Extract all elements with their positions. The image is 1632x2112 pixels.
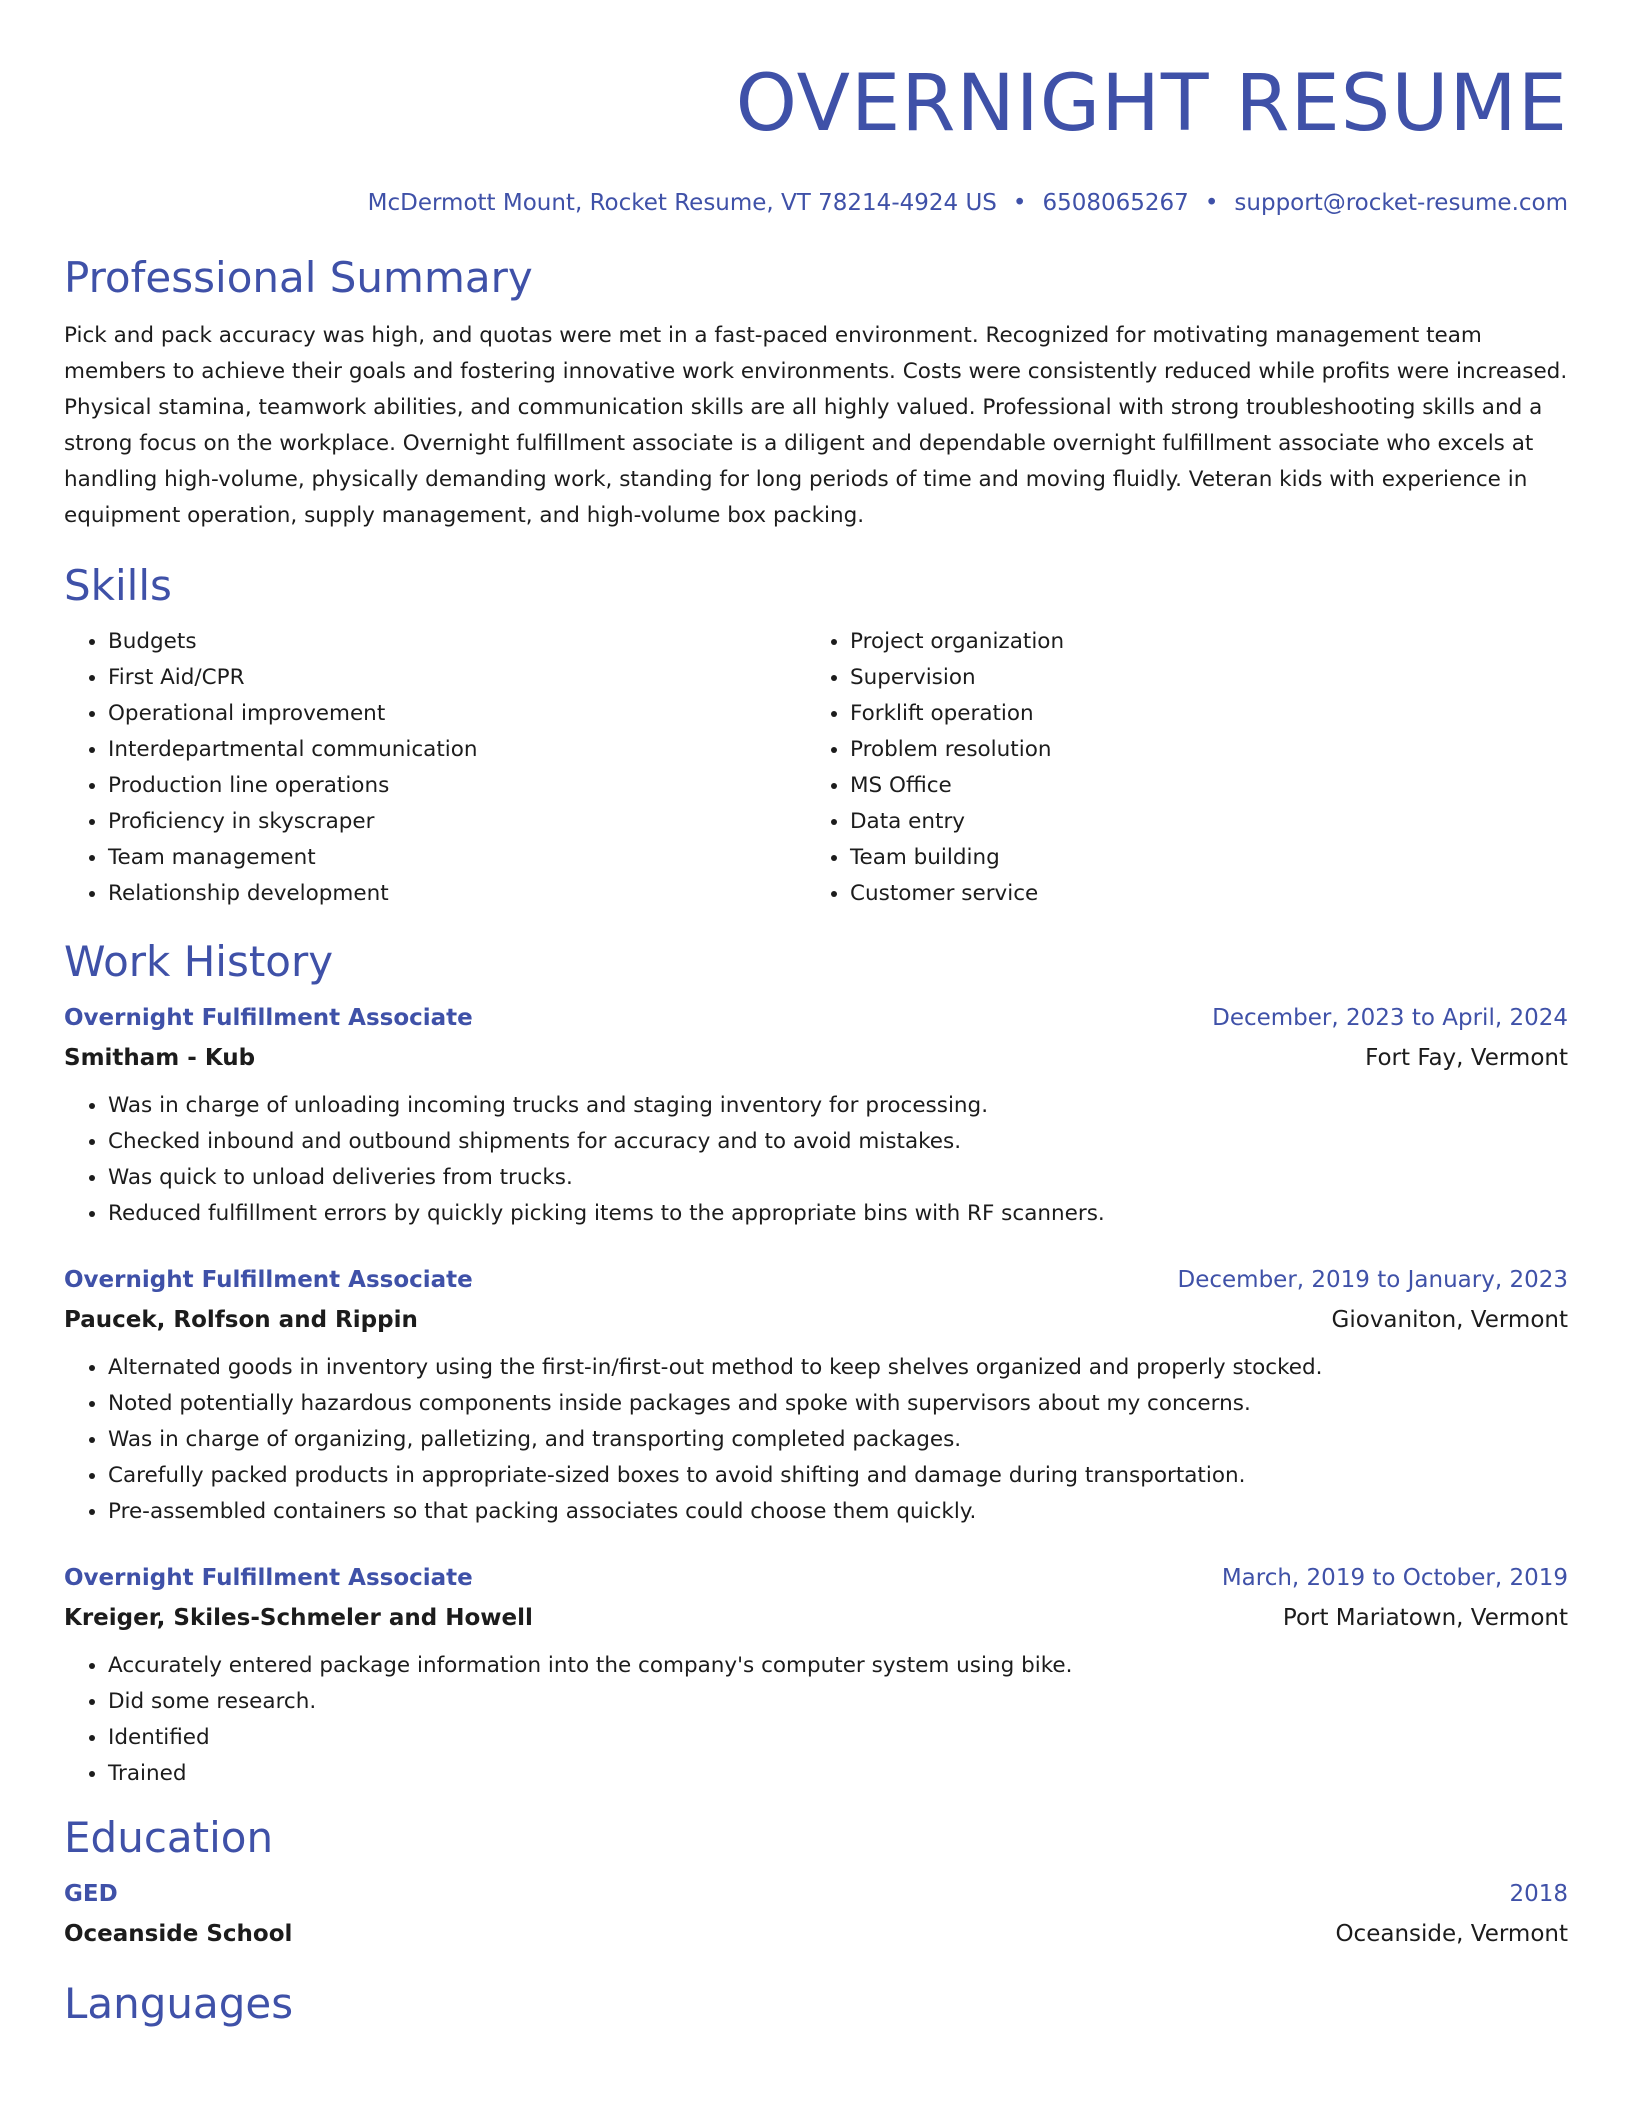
job-bullet: • Was quick to unload deliveries from trucks. xyxy=(108,1160,1568,1196)
education-location: Oceanside, Vermont xyxy=(1335,1921,1568,1947)
education-entry xyxy=(64,1874,1568,1954)
job-title: Overnight Fulfillment Associate xyxy=(64,1565,473,1591)
skills-column-right xyxy=(806,624,1548,912)
job-bullets xyxy=(64,1088,1568,1232)
contact-email: support@rocket-resume.com xyxy=(1234,190,1568,216)
languages-section xyxy=(64,1978,1568,2030)
job-bullet: • Noted potentially hazardous components inside packages and spoke with supervisors about my concerns. xyxy=(108,1386,1568,1422)
education-degree: GED xyxy=(64,1881,118,1907)
job-bullet: • Pre-assembled containers so that packing associates could choose them quickly. xyxy=(108,1494,1568,1530)
job-bullet: • Accurately entered package information into the company's computer system using bike. xyxy=(108,1648,1568,1684)
job-title: Overnight Fulfillment Associate xyxy=(64,1005,473,1031)
job-location: Fort Fay, Vermont xyxy=(1365,1045,1568,1071)
job-bullet: • Alternated goods in inventory using the first-in/first-out method to keep shelves organized and properly stocked. xyxy=(108,1350,1568,1386)
contact-separator: • xyxy=(1204,190,1219,216)
job-bullet: • Trained xyxy=(108,1756,1568,1792)
skills-grid xyxy=(64,624,1568,912)
job-entry xyxy=(64,1558,1568,1792)
job-bullets xyxy=(64,1648,1568,1792)
skills-section xyxy=(64,560,1568,912)
contact-address: McDermott Mount, Rocket Resume, VT 78214-4924 US xyxy=(367,190,997,216)
skill-item: • Production line operations xyxy=(108,768,806,804)
job-entry xyxy=(64,998,1568,1232)
job-dates: December, 2023 to April, 2024 xyxy=(1212,1005,1568,1031)
job-company: Smitham - Kub xyxy=(64,1045,256,1071)
job-location: Giovaniton, Vermont xyxy=(1331,1307,1568,1333)
job-company: Paucek, Rolfson and Rippin xyxy=(64,1307,418,1333)
skill-item: • Budgets xyxy=(108,624,806,660)
contact-separator: • xyxy=(1012,190,1027,216)
job-bullet: • Reduced fulfillment errors by quickly picking items to the appropriate bins with RF scanners. xyxy=(108,1196,1568,1232)
skills-heading: Skills xyxy=(64,561,172,610)
job-bullet: • Checked inbound and outbound shipments for accuracy and to avoid mistakes. xyxy=(108,1124,1568,1160)
skill-item: • Relationship development xyxy=(108,876,806,912)
education-year: 2018 xyxy=(1509,1881,1568,1907)
job-company: Kreiger, Skiles-Schmeler and Howell xyxy=(64,1605,533,1631)
resume-name: OVERNIGHT RESUME xyxy=(735,59,1568,149)
languages-heading: Languages xyxy=(64,1979,294,2028)
education-section xyxy=(64,1812,1568,1954)
job-entry xyxy=(64,1260,1568,1530)
contact-phone: 6508065267 xyxy=(1042,190,1189,216)
job-bullet: • Carefully packed products in appropriate-sized boxes to avoid shifting and damage during transportation. xyxy=(108,1458,1568,1494)
skill-item: • Proficiency in skyscraper xyxy=(108,804,806,840)
skill-item: • Team management xyxy=(108,840,806,876)
skill-item: • Operational improvement xyxy=(108,696,806,732)
skill-item: • First Aid/CPR xyxy=(108,660,806,696)
summary-text: Pick and pack accuracy was high, and quotas were met in a fast-paced environment. Recognized for motivating management team members to achieve their goals and fostering innovative work environments. Costs were consistently reduced while profits were increased. Physical stamina, teamwork abilities, and communication skills are all highly valued. Professional with strong troubleshooting skills and a strong focus on the workplace. Overnight fulfillment associate is a diligent and dependable overnight fulfillment associate who excels at handling high-volume, physically demanding work, standing for long periods of time and moving fluidly. Veteran kids with experience in equipment operation, supply management, and high-volume box packing. xyxy=(64,323,1568,528)
skill-item: • Team building xyxy=(850,840,1548,876)
skill-item: • Project organization xyxy=(850,624,1548,660)
skill-item: • Interdepartmental communication xyxy=(108,732,806,768)
skill-item: • Forklift operation xyxy=(850,696,1548,732)
job-bullet: • Did some research. xyxy=(108,1684,1568,1720)
job-bullets xyxy=(64,1350,1568,1530)
work-history-heading: Work History xyxy=(64,937,334,986)
work-history-section xyxy=(64,936,1568,1792)
job-bullet: • Identified xyxy=(108,1720,1568,1756)
job-title: Overnight Fulfillment Associate xyxy=(64,1267,473,1293)
skill-item: • Data entry xyxy=(850,804,1548,840)
skills-column-left xyxy=(64,624,806,912)
summary-heading: Professional Summary xyxy=(64,253,533,302)
education-heading: Education xyxy=(64,1813,274,1862)
contact-line xyxy=(64,188,1568,218)
job-bullet: • Was in charge of organizing, palletizing, and transporting completed packages. xyxy=(108,1422,1568,1458)
summary-section xyxy=(64,252,1568,534)
job-bullet: • Was in charge of unloading incoming trucks and staging inventory for processing. xyxy=(108,1088,1568,1124)
job-location: Port Mariatown, Vermont xyxy=(1282,1605,1568,1631)
skill-item: • MS Office xyxy=(850,768,1548,804)
skill-item: • Supervision xyxy=(850,660,1548,696)
skill-item: • Customer service xyxy=(850,876,1548,912)
job-dates: December, 2019 to January, 2023 xyxy=(1177,1267,1568,1293)
education-school: Oceanside School xyxy=(64,1921,293,1947)
skill-item: • Problem resolution xyxy=(850,732,1548,768)
job-dates: March, 2019 to October, 2019 xyxy=(1221,1565,1568,1591)
